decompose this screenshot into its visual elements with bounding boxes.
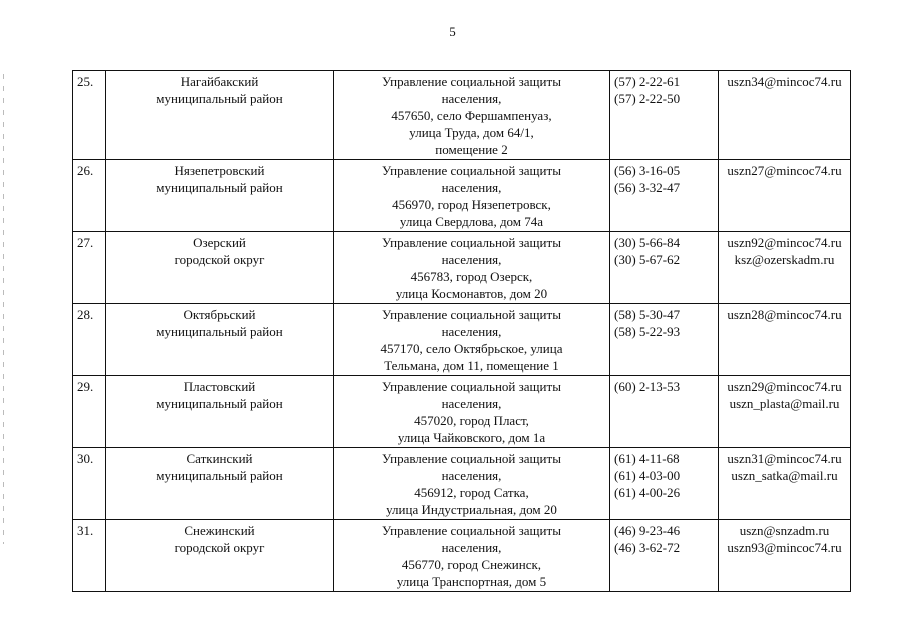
- address-line: населения,: [441, 91, 502, 106]
- district-name-line: муниципальный район: [156, 324, 283, 339]
- row-number: 30.: [77, 451, 94, 466]
- table-row: [73, 160, 851, 232]
- phone-number: (60) 2-13-53: [614, 379, 681, 394]
- email-address: uszn29@mincoc74.ru: [727, 379, 842, 394]
- email-cell: [719, 232, 851, 304]
- address-line: Управление социальной защиты: [382, 379, 561, 394]
- address-line: населения,: [441, 324, 502, 339]
- row-number-cell: [73, 71, 106, 160]
- address-line: 456770, город Снежинск,: [401, 557, 542, 572]
- district-name-line: Нязепетровский: [174, 163, 265, 178]
- address-cell: [334, 448, 610, 520]
- district-name-line: муниципальный район: [156, 180, 283, 195]
- address-line: Управление социальной защиты: [382, 235, 561, 250]
- row-number-cell: [73, 232, 106, 304]
- district-name-line: городской округ: [174, 540, 265, 555]
- email-address: uszn31@mincoc74.ru: [727, 451, 842, 466]
- email-cell: [719, 520, 851, 592]
- email-address: uszn34@mincoc74.ru: [727, 74, 842, 89]
- email-cell: [719, 304, 851, 376]
- table-row: [73, 520, 851, 592]
- email-cell: [719, 160, 851, 232]
- address-cell: [334, 376, 610, 448]
- address-line: населения,: [441, 252, 502, 267]
- table-row: [73, 304, 851, 376]
- address-line: населения,: [441, 468, 502, 483]
- email-cell: [719, 448, 851, 520]
- email-address: uszn93@mincoc74.ru: [727, 540, 842, 555]
- address-line: помещение 2: [435, 142, 508, 157]
- phone-number: (30) 5-67-62: [614, 252, 681, 267]
- district-name-line: Саткинский: [186, 451, 253, 466]
- district-cell: [106, 160, 334, 232]
- district-name-line: Нагайбакский: [180, 74, 259, 89]
- email-address: uszn28@mincoc74.ru: [727, 307, 842, 322]
- address-cell: [334, 520, 610, 592]
- email-address: uszn@snzadm.ru: [739, 523, 830, 538]
- district-name-line: Озерский: [193, 235, 246, 250]
- address-line: 457020, город Пласт,: [414, 413, 529, 428]
- row-number-cell: [73, 304, 106, 376]
- row-number: 25.: [77, 74, 94, 89]
- row-number-cell: [73, 448, 106, 520]
- address-line: 456783, город Озерск,: [410, 269, 533, 284]
- address-line: Тельмана, дом 11, помещение 1: [384, 358, 559, 373]
- row-number: 27.: [77, 235, 94, 250]
- district-name-line: муниципальный район: [156, 91, 283, 106]
- email-address: uszn27@mincoc74.ru: [727, 163, 842, 178]
- table-row: [73, 376, 851, 448]
- district-cell: [106, 448, 334, 520]
- scan-margin-mark: [3, 74, 4, 544]
- email-cell: [719, 71, 851, 160]
- phone-number: (30) 5-66-84: [614, 235, 681, 250]
- phone-number: (61) 4-03-00: [614, 468, 681, 483]
- table-row: [73, 71, 851, 160]
- district-name-line: Снежинский: [184, 523, 255, 538]
- address-line: улица Свердлова, дом 74а: [399, 214, 544, 229]
- address-line: Управление социальной защиты: [382, 523, 561, 538]
- email-address: uszn_plasta@mail.ru: [729, 396, 840, 411]
- district-name-line: муниципальный район: [156, 396, 283, 411]
- row-number: 28.: [77, 307, 94, 322]
- address-line: 456970, город Нязепетровск,: [392, 197, 551, 212]
- address-line: Управление социальной защиты: [382, 307, 561, 322]
- row-number-cell: [73, 160, 106, 232]
- phone-cell: [610, 71, 719, 160]
- district-cell: [106, 71, 334, 160]
- phone-number: (61) 4-00-26: [614, 485, 681, 500]
- address-line: 457650, село Фершампенуаз,: [391, 108, 552, 123]
- email-address: uszn92@mincoc74.ru: [727, 235, 842, 250]
- phone-number: (58) 5-22-93: [614, 324, 681, 339]
- district-cell: [106, 232, 334, 304]
- address-line: улица Индустриальная, дом 20: [386, 502, 557, 517]
- row-number: 26.: [77, 163, 94, 178]
- address-cell: [334, 232, 610, 304]
- phone-number: (57) 2-22-50: [614, 91, 681, 106]
- phone-number: (46) 9-23-46: [614, 523, 681, 538]
- address-cell: [334, 160, 610, 232]
- email-address: ksz@ozerskadm.ru: [734, 252, 835, 267]
- table-row: [73, 232, 851, 304]
- address-line: улица Транспортная, дом 5: [396, 574, 547, 589]
- row-number-cell: [73, 376, 106, 448]
- district-name-line: городской округ: [174, 252, 265, 267]
- phone-cell: [610, 160, 719, 232]
- district-cell: [106, 304, 334, 376]
- phone-number: (58) 5-30-47: [614, 307, 681, 322]
- address-line: Управление социальной защиты: [382, 163, 561, 178]
- district-cell: [106, 520, 334, 592]
- district-cell: [106, 376, 334, 448]
- phone-number: (56) 3-32-47: [614, 180, 681, 195]
- district-name-line: муниципальный район: [156, 468, 283, 483]
- phone-cell: [610, 448, 719, 520]
- row-number-cell: [73, 520, 106, 592]
- address-line: 457170, село Октябрьское, улица: [380, 341, 563, 356]
- phone-cell: [610, 232, 719, 304]
- phone-number: (61) 4-11-68: [614, 451, 680, 466]
- phone-cell: [610, 520, 719, 592]
- district-name-line: Пластовский: [183, 379, 256, 394]
- email-cell: [719, 376, 851, 448]
- page-number: 5: [449, 24, 456, 39]
- address-line: улица Труда, дом 64/1,: [409, 125, 534, 140]
- district-name-line: Октябрьский: [183, 307, 256, 322]
- address-line: Управление социальной защиты: [382, 451, 561, 466]
- table-row: [73, 448, 851, 520]
- row-number: 31.: [77, 523, 94, 538]
- address-line: населения,: [441, 540, 502, 555]
- phone-number: (57) 2-22-61: [614, 74, 681, 89]
- phone-cell: [610, 376, 719, 448]
- email-address: uszn_satka@mail.ru: [731, 468, 838, 483]
- address-line: улица Космонавтов, дом 20: [395, 286, 548, 301]
- phone-cell: [610, 304, 719, 376]
- address-line: улица Чайковского, дом 1а: [397, 430, 546, 445]
- address-line: Управление социальной защиты: [382, 74, 561, 89]
- contacts-table-body: [73, 71, 851, 592]
- address-line: населения,: [441, 180, 502, 195]
- contacts-table: [72, 70, 851, 592]
- phone-number: (46) 3-62-72: [614, 540, 681, 555]
- row-number: 29.: [77, 379, 94, 394]
- address-cell: [334, 304, 610, 376]
- address-cell: [334, 71, 610, 160]
- phone-number: (56) 3-16-05: [614, 163, 681, 178]
- address-line: населения,: [441, 396, 502, 411]
- address-line: 456912, город Сатка,: [414, 485, 529, 500]
